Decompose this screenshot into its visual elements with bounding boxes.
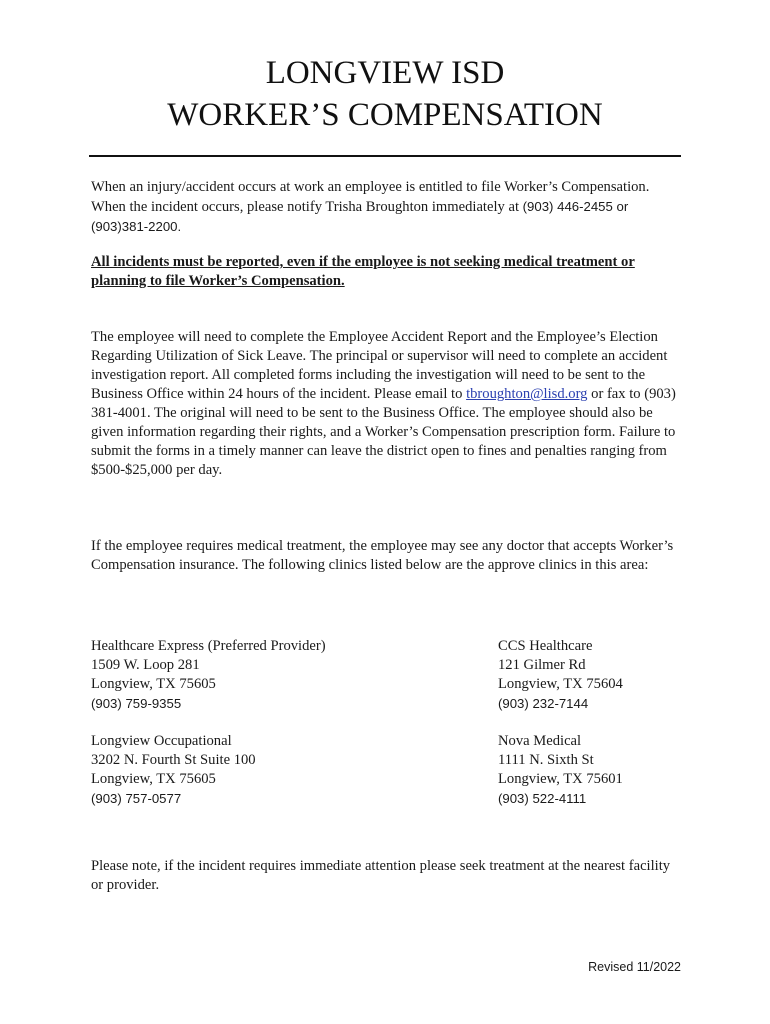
clinic-block <box>91 732 256 808</box>
intro-text: When an injury/accident occurs at work an employee is entitled to file Worker’s Compensation. When the incident occurs, please notify Trisha Broughton immediately at <box>91 179 650 215</box>
intro-phone-numbers: (903) 446-2455 or (903)381-2200. <box>91 199 629 234</box>
procedure-text-start: The employee will need to complete the Employee Accident Report and the Employee’s Election Regarding Utilization of Sick Leave. The principal or supervisor will need to complete an accident investigation report. All completed forms including the investigation will need to be sent to the Business Office within 24 hours of the incident. Please email to <box>91 329 668 402</box>
clinic-city: Longview, TX 75604 <box>498 676 623 692</box>
clinic-phone: (903) 757-0577 <box>91 791 182 806</box>
document-title-line-2: WORKER’S COMPENSATION <box>167 97 603 133</box>
procedure-paragraph <box>91 328 681 480</box>
clinic-address: 1111 N. Sixth St <box>498 752 594 768</box>
clinic-city: Longview, TX 75605 <box>91 676 216 692</box>
clinic-name: Healthcare Express (Preferred Provider) <box>91 638 326 654</box>
reporting-notice: All incidents must be reported, even if the employee is not seeking medical treatment or planning to file Worker’s Compensation. <box>91 254 635 289</box>
clinic-phone: (903) 232-7144 <box>498 696 589 711</box>
clinic-phone: (903) 759-9355 <box>91 696 182 711</box>
clinic-block <box>498 637 623 713</box>
email-link[interactable]: tbroughton@lisd.org <box>466 386 588 402</box>
clinic-block <box>498 732 623 808</box>
clinic-name: CCS Healthcare <box>498 638 593 654</box>
clinic-city: Longview, TX 75605 <box>91 771 216 787</box>
clinic-name: Nova Medical <box>498 733 582 749</box>
clinic-name: Longview Occupational <box>91 733 232 749</box>
clinic-phone: (903) 522-4111 <box>498 791 587 806</box>
clinic-city: Longview, TX 75601 <box>498 771 623 787</box>
treatment-paragraph: If the employee requires medical treatment, the employee may see any doctor that accepts Worker’s Compensation insurance. The following clinics listed below are the approve clinics in this area: <box>91 538 674 573</box>
document-title-line-1: LONGVIEW ISD <box>265 55 505 91</box>
procedure-text-end: or fax to (903) 381-4001. The original will need to be sent to the Business Office. The employee should also be given information regarding their rights, and a Worker’s Compensation prescription form. Failure to submit the forms in a timely manner can leave the district open to fines and penalties ranging from $500-$25,000 per day. <box>91 386 676 478</box>
revision-date: Revised 11/2022 <box>588 960 681 974</box>
clinic-address: 1509 W. Loop 281 <box>91 657 200 673</box>
title-divider <box>89 155 681 157</box>
clinic-address: 3202 N. Fourth St Suite 100 <box>91 752 256 768</box>
closing-note: Please note, if the incident requires immediate attention please seek treatment at the nearest facility or provider. <box>91 858 671 893</box>
intro-paragraph <box>91 178 681 237</box>
clinic-block <box>91 637 326 713</box>
clinic-address: 121 Gilmer Rd <box>498 657 586 673</box>
